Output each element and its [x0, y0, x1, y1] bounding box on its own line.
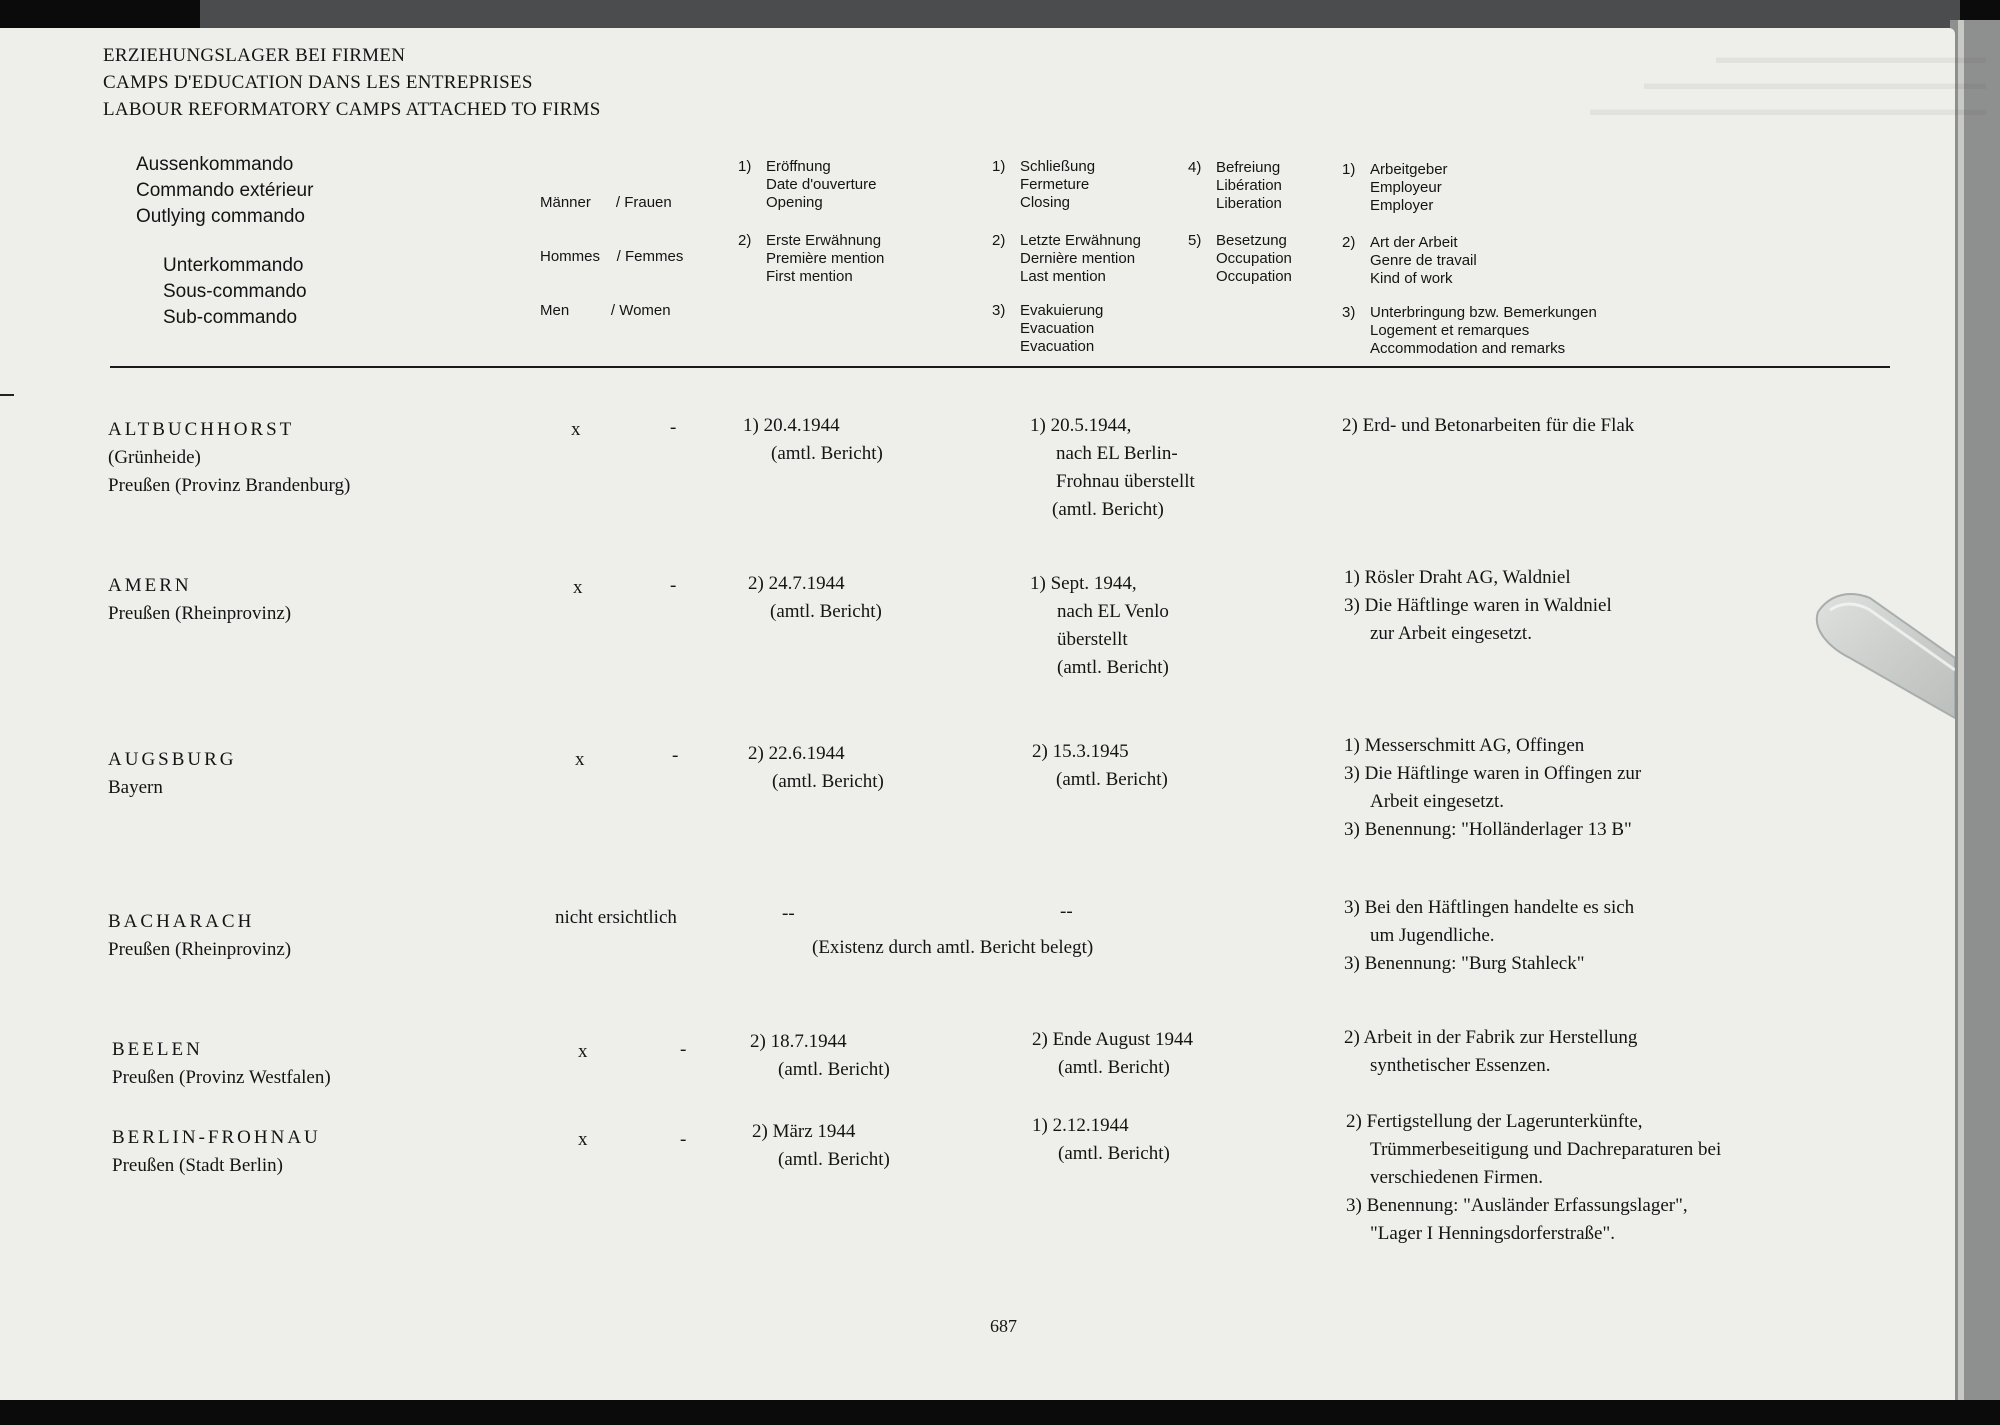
men-mark: x: [573, 577, 583, 598]
colhead-gender: [540, 158, 683, 356]
first-mention-cell: [752, 1118, 890, 1174]
colhead-line: Schließung: [1020, 158, 1096, 175]
cell-line: 1) Messerschmitt AG, Offingen: [1344, 735, 1585, 756]
colhead-opening: [738, 158, 876, 212]
cell-line: zur Arbeit eingesetzt.: [1370, 623, 1532, 644]
colhead-closing: [992, 158, 1095, 212]
camp-location: Preußen (Provinz Westfalen): [112, 1067, 331, 1088]
cell-line: nach EL Venlo: [1057, 601, 1169, 622]
colhead-gender-de: Männer / Frauen: [540, 194, 672, 211]
colhead-line: Genre de travail: [1370, 252, 1477, 269]
colhead-line: Arbeitgeber: [1370, 161, 1448, 178]
cell-line: 1) Rösler Draht AG, Waldniel: [1344, 567, 1571, 588]
colhead-line: Dernière mention: [1020, 250, 1136, 267]
colhead-line: Unterbringung bzw. Bemerkungen: [1370, 304, 1597, 321]
closing-cell: [1030, 570, 1169, 682]
colhead-num: 1): [738, 158, 752, 175]
colhead-employer: [1342, 161, 1448, 215]
colhead-num: 3): [1342, 304, 1356, 321]
cell-line: 3) Die Häftlinge waren in Offingen zur: [1344, 763, 1642, 784]
men-mark: x: [578, 1129, 588, 1150]
camp-location: (Grünheide): [108, 447, 201, 468]
colhead-line: Date d'ouverture: [766, 176, 877, 193]
cell-line: nach EL Berlin-: [1056, 443, 1178, 464]
colhead-num: 4): [1188, 159, 1202, 176]
colhead-line: Kind of work: [1370, 270, 1453, 287]
colhead-line: Logement et remarques: [1370, 322, 1530, 339]
colhead-evacuation: [992, 302, 1103, 356]
closing-cell: [1032, 1112, 1170, 1168]
colhead-line: Fermeture: [1020, 176, 1090, 193]
cell-line: überstellt: [1057, 629, 1128, 650]
cell-line: 2) Erd- und Betonarbeiten für die Flak: [1342, 415, 1635, 436]
colhead-num: 3): [992, 302, 1006, 319]
margin-mark: [0, 394, 14, 396]
legend-sub-commando: [163, 253, 307, 331]
colhead-line: Letzte Erwähnung: [1020, 232, 1141, 249]
colhead-line: Eröffnung: [766, 158, 831, 175]
cell-line: Frohnau überstellt: [1056, 471, 1195, 492]
colhead-line: First mention: [766, 268, 853, 285]
colhead-line: Employeur: [1370, 179, 1442, 196]
colhead-line: Closing: [1020, 194, 1071, 211]
colhead-gender-fr: Hommes / Femmes: [540, 248, 684, 265]
colhead-kind-of-work: [1342, 234, 1477, 288]
camp-name: BACHARACH: [108, 911, 255, 932]
cell-line: 3) Benennung: "Burg Stahleck": [1344, 953, 1585, 974]
cell-line: Arbeit eingesetzt.: [1370, 791, 1505, 812]
camp-name: ALTBUCHHORST: [108, 419, 295, 440]
men-women-cell: nicht ersichtlich: [555, 907, 677, 928]
cell-line: 1) 2.12.1944: [1032, 1115, 1129, 1136]
cell-line: (amtl. Bericht): [1056, 769, 1168, 790]
cell-line: 3) Bei den Häftlingen handelte es sich: [1344, 897, 1635, 918]
colhead-line: Libération: [1216, 177, 1282, 194]
header-title-fr: CAMPS D'EDUCATION DANS LES ENTREPRISES: [103, 72, 533, 93]
cell-line: 2) März 1944: [752, 1121, 856, 1142]
camp-name: AMERN: [108, 575, 192, 596]
colhead-num: 1): [1342, 161, 1356, 178]
colhead-first-mention: [738, 232, 884, 286]
cell-line: (amtl. Bericht): [772, 771, 884, 792]
cell-line: 3) Benennung: "Holländerlager 13 B": [1344, 819, 1632, 840]
colhead-gender-en: Men / Women: [540, 302, 671, 319]
cell-line: (amtl. Bericht): [778, 1149, 890, 1170]
colhead-liberation: [1188, 159, 1282, 213]
legend-outlying-commando: [136, 152, 313, 230]
colhead-line: Besetzung: [1216, 232, 1287, 249]
document-page: [0, 28, 1986, 1400]
men-mark: x: [575, 749, 585, 770]
colhead-line: Evakuierung: [1020, 302, 1104, 319]
colhead-num: 2): [992, 232, 1006, 249]
camp-name: BERLIN-FROHNAU: [112, 1127, 321, 1148]
page-stack-edge-light: [1958, 20, 1964, 1400]
colhead-line: Art der Arbeit: [1370, 234, 1458, 251]
colhead-line: Employer: [1370, 197, 1434, 214]
opening-cell: [743, 412, 883, 468]
colhead-line: Liberation: [1216, 195, 1282, 212]
legend-sub-fr: Sous-commando: [163, 281, 307, 302]
women-mark: -: [670, 417, 677, 438]
cell-line: (amtl. Bericht): [778, 1059, 890, 1080]
camp-location: Preußen (Provinz Brandenburg): [108, 475, 351, 496]
women-mark: -: [680, 1129, 687, 1150]
pointer-pen-tip-icon: [1790, 588, 1955, 788]
first-mention-cell: [750, 1028, 890, 1084]
camp-location: Preußen (Rheinprovinz): [108, 939, 292, 960]
show-through-text: ▬▬▬▬▬▬▬▬▬▬▬▬▬▬▬ ▬▬▬▬▬▬▬▬▬▬▬▬▬▬▬▬▬▬▬ ▬▬▬▬▬▬▬▬▬▬▬▬▬▬▬▬▬▬▬▬▬▬: [1590, 47, 1986, 119]
colhead-occupation: [1188, 232, 1292, 286]
cell-line: (amtl. Bericht): [1058, 1057, 1170, 1078]
table-row: [108, 416, 350, 500]
cell-line: um Jugendliche.: [1370, 925, 1495, 946]
colhead-last-mention: [992, 232, 1141, 286]
closing-cell: [1030, 412, 1195, 524]
remarks-cell: [1346, 1108, 1721, 1248]
colhead-num: 1): [992, 158, 1006, 175]
colhead-line: Occupation: [1216, 250, 1292, 267]
page-number: 687: [990, 1316, 1017, 1336]
women-mark: -: [680, 1039, 687, 1060]
colhead-line: Evacuation: [1020, 338, 1095, 355]
colhead-line: Première mention: [766, 250, 885, 267]
colhead-line: Last mention: [1020, 268, 1106, 285]
header-rule: [110, 366, 1890, 368]
legend-sub-de: Unterkommando: [163, 255, 304, 276]
cell-line: synthetischer Essenzen.: [1370, 1055, 1551, 1076]
cell-line: (amtl. Bericht): [1058, 1143, 1170, 1164]
women-mark: -: [670, 575, 677, 596]
cell-line: (amtl. Bericht): [1052, 499, 1164, 520]
colhead-remarks: [1342, 304, 1597, 358]
last-mention-dash: --: [1060, 901, 1073, 922]
legend-sub-en: Sub-commando: [163, 307, 298, 328]
camp-name: AUGSBURG: [108, 749, 237, 770]
cell-line: 2) Ende August 1944: [1032, 1029, 1193, 1050]
cell-line: (amtl. Bericht): [770, 601, 882, 622]
women-mark: -: [672, 745, 679, 766]
last-mention-cell: [1032, 1026, 1193, 1082]
table-row: [108, 746, 237, 802]
remarks-cell: [1344, 1024, 1637, 1080]
existence-note: (Existenz durch amtl. Bericht belegt): [812, 937, 1094, 958]
legend-outlying-en: Outlying commando: [136, 206, 305, 227]
first-mention-cell: [748, 570, 882, 626]
legend-outlying-de: Aussenkommando: [136, 154, 294, 175]
table-row: [108, 908, 291, 964]
colhead-line: Opening: [766, 194, 823, 211]
last-mention-cell: [1032, 738, 1168, 794]
colhead-line: Befreiung: [1216, 159, 1281, 176]
cell-line: (amtl. Bericht): [771, 443, 883, 464]
table-row: [112, 1036, 331, 1092]
cell-line: 3) Die Häftlinge waren in Waldniel: [1344, 595, 1612, 616]
cell-line: (amtl. Bericht): [1057, 657, 1169, 678]
colhead-line: Erste Erwähnung: [766, 232, 882, 249]
cell-line: Trümmerbeseitigung und Dachreparaturen bei: [1370, 1139, 1722, 1160]
table-row: [112, 1124, 321, 1180]
cell-line: 2) 18.7.1944: [750, 1031, 847, 1052]
cell-line: "Lager I Henningsdorferstraße".: [1370, 1223, 1615, 1244]
cell-line: 1) 20.5.1944,: [1030, 415, 1132, 436]
cell-line: 1) Sept. 1944,: [1030, 573, 1137, 594]
legend-outlying-fr: Commando extérieur: [136, 180, 314, 201]
cell-line: 2) 15.3.1945: [1032, 741, 1129, 762]
colhead-line: Occupation: [1216, 268, 1292, 285]
remarks-cell: [1344, 732, 1641, 844]
colhead-line: Evacuation: [1020, 320, 1095, 337]
camp-name: BEELEN: [112, 1039, 203, 1060]
cell-line: 2) 24.7.1944: [748, 573, 845, 594]
first-mention-cell: [748, 740, 884, 796]
header-title-de: ERZIEHUNGSLAGER BEI FIRMEN: [103, 45, 406, 66]
header-title-en: LABOUR REFORMATORY CAMPS ATTACHED TO FIRMS: [103, 99, 601, 120]
colhead-num: 5): [1188, 232, 1202, 249]
colhead-num: 2): [1342, 234, 1356, 251]
colhead-num: 2): [738, 232, 752, 249]
men-mark: x: [578, 1041, 588, 1062]
cell-line: 2) 22.6.1944: [748, 743, 845, 764]
cell-line: verschiedenen Firmen.: [1370, 1167, 1544, 1188]
camp-location: Preußen (Stadt Berlin): [112, 1155, 283, 1176]
remarks-cell: [1344, 564, 1612, 648]
cell-line: 1) 20.4.1944: [743, 415, 840, 436]
table-row: [108, 572, 291, 628]
cell-line: 3) Benennung: "Ausländer Erfassungslager",: [1346, 1195, 1688, 1216]
men-mark: x: [571, 419, 581, 440]
colhead-line: Accommodation and remarks: [1370, 340, 1566, 357]
cell-line: 2) Arbeit in der Fabrik zur Herstellung: [1344, 1027, 1638, 1048]
remarks-cell: [1344, 894, 1634, 978]
camp-location: Bayern: [108, 777, 163, 798]
cell-line: 2) Fertigstellung der Lagerunterkünfte,: [1346, 1111, 1643, 1132]
remarks-cell: [1342, 412, 1634, 440]
camp-location: Preußen (Rheinprovinz): [108, 603, 292, 624]
first-mention-dash: --: [782, 903, 795, 924]
